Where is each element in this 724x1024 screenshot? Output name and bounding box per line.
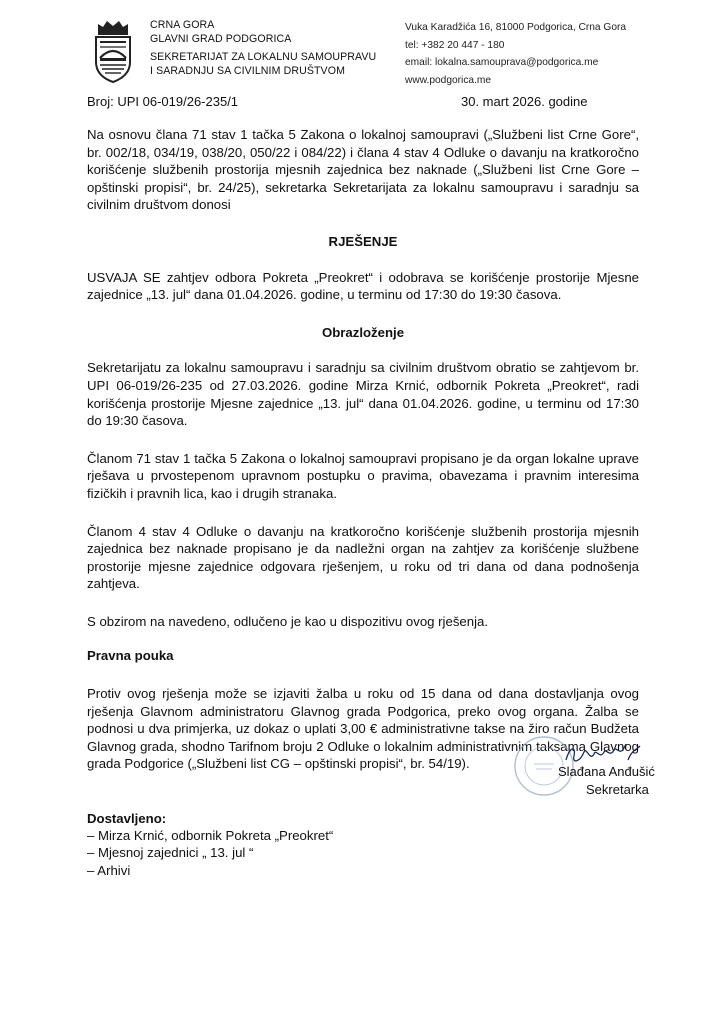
reference-line xyxy=(87,94,637,109)
delivery-item: – Mirza Krnić, odbornik Pokreta „Preokret“ xyxy=(87,828,334,844)
decision-paragraph: USVAJA SE zahtjev odbora Pokreta „Preokret“ i odobrava se korišćenje prostorije Mjesne zajednice „13. jul“ dana 01.04.2026. godine, u terminu od 17:30 do 19:30 časova. xyxy=(87,269,639,303)
legal-remedy-title: Pravna pouka xyxy=(87,648,174,664)
org-department: SEKRETARIJAT ZA LOKALNU SAMOUPRAVU xyxy=(150,51,377,64)
document-date: 30. mart 2026. godine xyxy=(461,94,588,109)
delivery-list xyxy=(87,810,487,879)
contact-header xyxy=(405,19,705,89)
contact-website: www.podgorica.me xyxy=(405,74,492,86)
contact-email: email: lokalna.samouprava@podgorica.me xyxy=(405,57,599,68)
org-department-cont: I SARADNJU SA CIVILNIM DRUŠTVOM xyxy=(150,64,345,77)
reasoning-paragraph-1: Sekretarijatu za lokalnu samoupravu i saradnju sa civilnim društvom obratio se zahtjevom br. UPI 06-019/26-235 od 27.03.2026. godine Mirza Krnić, odbornik Pokreta „Preokret“, radi korišćenja prostorije Mjesne zajednice „13. jul“ dana 01.04.2026. godine, u terminu od 17:30 do 19:30 časova. xyxy=(87,360,639,429)
reasoning-paragraph-4: S obzirom na navedeno, odlučeno je kao u dispozitivu ovog rješenja. xyxy=(87,613,489,629)
reference-number: Broj: UPI 06-019/26-235/1 xyxy=(87,94,239,109)
delivery-item: – Mjesnoj zajednici „ 13. jul “ xyxy=(87,845,254,861)
delivery-title: Dostavljeno: xyxy=(87,811,167,826)
org-city: GLAVNI GRAD PODGORICA xyxy=(150,32,292,45)
legal-remedy-paragraph: Protiv ovog rješenja može se izjaviti žalba u roku od 15 dana od dana dostavljanja ovog rješenja Glavnom administratoru Glavnog grada Podgorica, preko ovog organa. Žalba se podnosi u dva primjerka, uz dokaz o uplati 3,00 € administrativne takse na žiro račun Budžeta Glavnog grada, shodno Tarifnom broju 2 Odluke o lokalnim administrativnim taksama Glavnog grada Podgorice („Službeni list CG – opštinski propisi“, br. 54/19). xyxy=(87,686,639,772)
reasoning-paragraph-2: Članom 71 stav 1 tačka 5 Zakona o lokalnoj samoupravi propisano je da organ lokalne uprave rješava u prvostepenom upravnom postupku o pravima, obavezama i pravnim interesima fizičkih i pravnih lica, kao i drugih stranaka. xyxy=(87,450,639,501)
intro-paragraph: Na osnovu člana 71 stav 1 tačka 5 Zakona o lokalnoj samoupravi („Službeni list Crne Gore“, br. 002/18, 034/19, 038/20, 050/22 i 084/22) i člana 4 stav 4 Odluke o davanju na kratkoročno korišćenje službenih prostorija mjesnih zajednica bez naknade („Službeni list Crne Gore – opštinski propisi“, br. 24/25), sekretarka Sekretarijata za lokalnu samoupravu i saradnju sa civilnim društvom donosi xyxy=(87,127,639,213)
signature-block xyxy=(500,734,660,814)
signatory-name: Slađana Anđušić xyxy=(558,764,655,779)
document-body xyxy=(87,126,639,773)
reasoning-paragraph-3: Članom 4 stav 4 Odluke o davanju na kratkoročno korišćenje službenih prostorija mjesnih zajednica bez naknade propisano je da nadležni organ na zahtjev za korišćenje službene prostorije mjesne zajednice odgovara rješenjem, u roku od tri dana od dana podnošenja zahtjeva. xyxy=(87,523,639,592)
reasoning-title: Obrazloženje xyxy=(321,324,405,340)
contact-phone: tel: +382 20 447 - 180 xyxy=(405,39,505,51)
org-country: CRNA GORA xyxy=(150,19,215,31)
organization-header xyxy=(150,19,400,78)
decision-title: RJEŠENJE xyxy=(328,233,398,249)
signatory-role: Sekretarka xyxy=(586,782,649,797)
contact-address: Vuka Karadžića 16, 81000 Podgorica, Crna Gora xyxy=(405,22,627,33)
delivery-item: – Arhivi xyxy=(87,862,131,878)
coat-of-arms-logo xyxy=(92,18,134,84)
